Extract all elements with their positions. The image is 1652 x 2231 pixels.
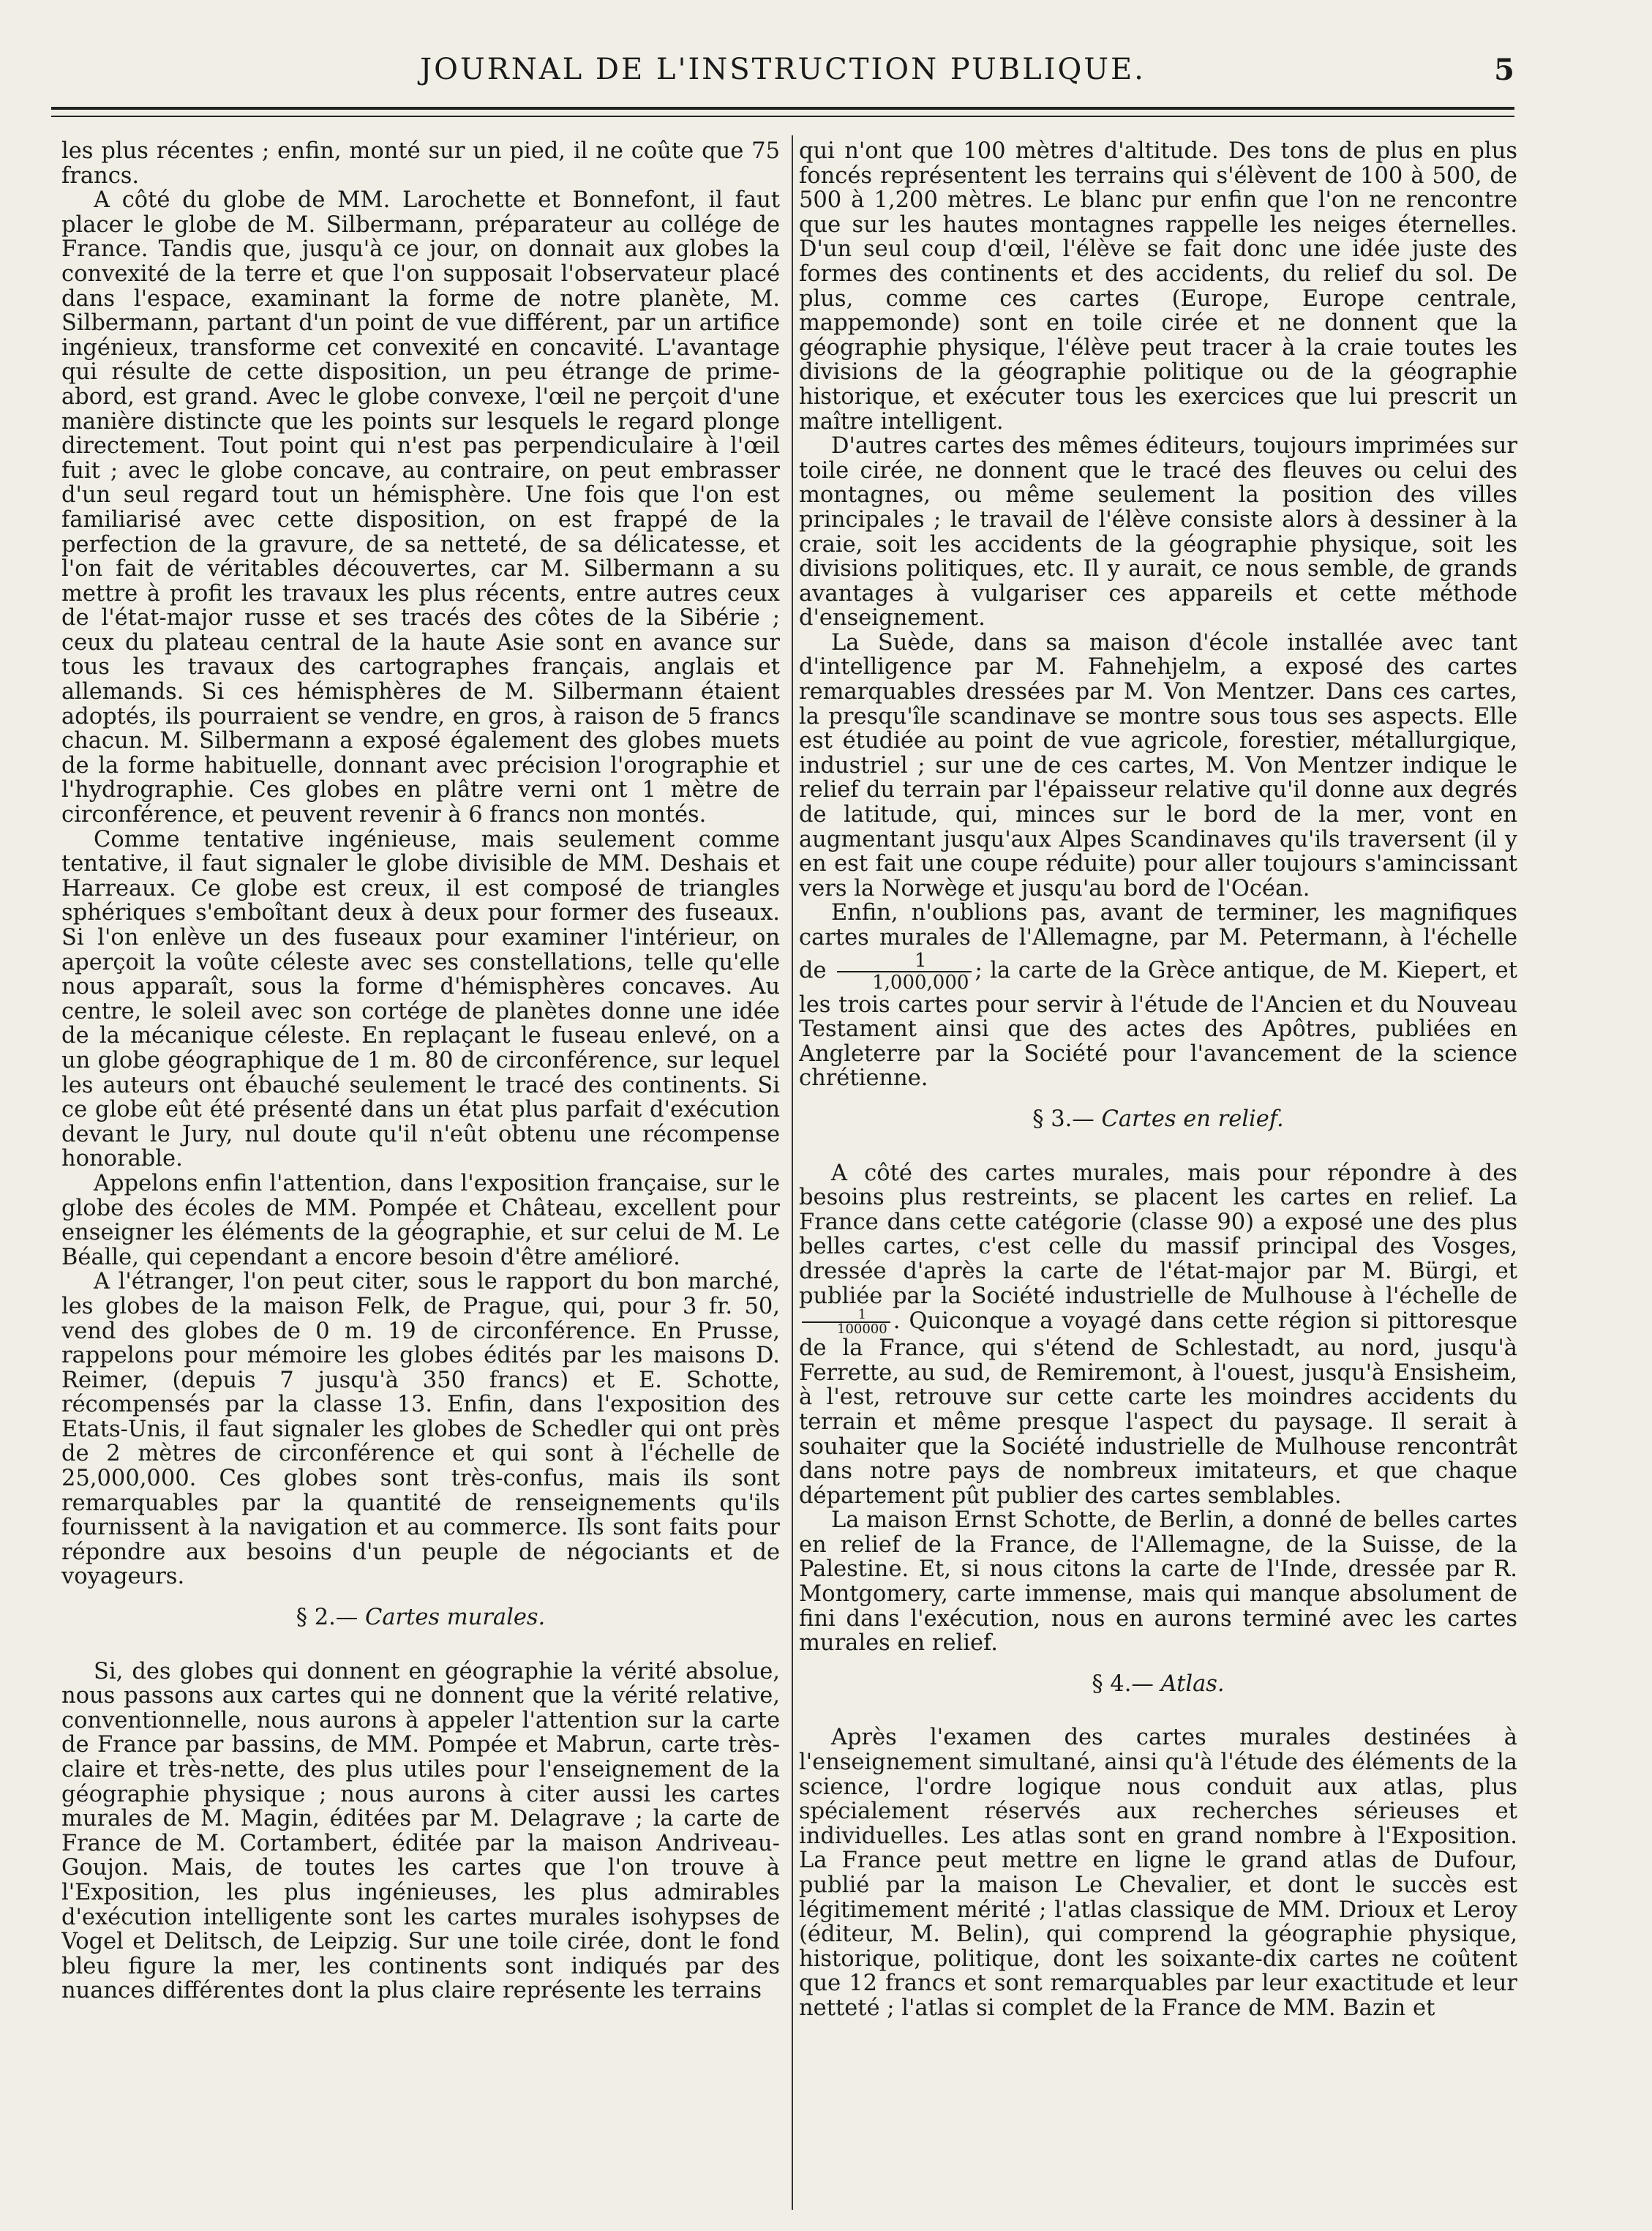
section-number: § 3.—: [1032, 1106, 1095, 1132]
paragraph-text: Enfin, n'oublions pas, avant de terminer, les magnifiques cartes murales de l'Allemagne, par M. Petermann, à l'échelle de: [799, 900, 1517, 983]
paragraph: La Suède, dans sa maison d'école installée avec tant d'intelligence par M. Fahnehjelm, a exposé des cartes remarquables dressées par M. Von Mentzer. Dans ces cartes, la presqu'île scandinave se montre sous tous ses aspects. Elle est étudiée au point de vue agricole, forestier, métallurgique, industriel ; sur une de ces cartes, M. Von Mentzer indique le relief du terrain par l'épaisseur relative qu'il donne aux degrés de latitude, qui, minces sur le bord de la mer, vont en augmentant jusqu'aux Alpes Scandinaves qu'ils traversent (il y en est fait une coupe réduite) pour aller toujours s'amincissant vers la Norwège et jusqu'au bord de l'Océan.: [799, 629, 1517, 901]
fraction-denominator: 100000: [837, 1321, 887, 1338]
section-number: § 2.—: [296, 1605, 358, 1631]
fraction-numerator: 1: [802, 1308, 890, 1323]
paragraph-text: . Quiconque a voyagé dans cette région si pittoresque de la France, qui s'étend de Schlestadt, au nord, jusqu'à Ferrette, au sud, de Remiremont, à l'ouest, jusqu'à Ensisheim, à l'est, retrouve sur cette carte les moindres accidents du terrain et même presque l'aspect du paysage. Il serait à souhaiter que la Société industrielle de Mulhouse rencontrât dans notre pays de nombreux imitateurs, et que chaque département pût publier des cartes semblables.: [799, 1308, 1517, 1509]
paragraph: A côté du globe de MM. Larochette et Bonnefont, il faut placer le globe de M. Silbermann, préparateur au collége de France. Tandis que, jusqu'à ce jour, on donnait aux globes la convexité de la terre et que l'on supposait l'observateur placé dans l'espace, examinant la forme de notre planète, M. Silbermann, partant d'un point de vue différent, par un artifice ingénieux, transforme cet convexité en concavité. L'avantage qui résulte de cette disposition, un peu étrange de prime-abord, est grand. Avec le globe convexe, l'œil ne perçoit d'une manière distincte que les points sur lesquels le regard plonge directement. Tout point qui n'est pas perpendiculaire à l'œil fuit ; avec le globe concave, au contraire, on peut embrasser d'un seul regard tout un hémisphère. Une fois que l'on est familiarisé avec cette disposition, on est frappé de la perfection de la gravure, de sa netteté, de sa délicatesse, et l'on fait de véritables découvertes, car M. Silbermann a su mettre à profit les travaux les plus récents, entre autres ceux de l'état-major russe et ses tracés des côtes de la Sibérie ; ceux du plateau central de la haute Asie sont en avance sur tous les travaux des cartographes français, anglais et allemands. Si ces hémisphères de M. Silbermann étaient adoptés, ils pourraient se vendre, en gros, à raison de 5 francs chacun. M. Silbermann a exposé également des globes muets de la forme habituelle, donnant avec précision l'orographie et l'hydrographie. Ces globes en plâtre verni ont 1 mètre de circonférence, et peuvent revenir à 6 francs non montés.: [61, 187, 780, 828]
paragraph: [799, 1161, 1517, 1509]
header-rule-thick: [51, 107, 1514, 110]
paragraph: Appelons enfin l'attention, dans l'exposition française, sur le globe des écoles de MM. Pompée et Château, excellent pour enseigner les éléments de la géographie, et sur celui de M. Le Béalle, qui cependant a encore besoin d'être amélioré.: [61, 1170, 780, 1270]
right-column: [799, 139, 1517, 2210]
section-heading-atlas: [799, 1672, 1517, 1697]
section-title: Cartes en relief.: [1101, 1106, 1284, 1132]
scale-fraction: [837, 950, 972, 993]
section-heading-cartes-murales: [61, 1605, 780, 1630]
paragraph: Si, des globes qui donnent en géographie la vérité absolue, nous passons aux cartes qui ne donnent que la vérité relative, conventionnelle, nous aurons à appeler l'attention sur la carte de France par bassins, de MM. Pompée et Mabrun, carte très-claire et très-nette, des plus utiles pour l'enseignement de la géographie physique ; nous aurons à citer aussi les cartes murales de M. Magin, éditées par M. Delagrave ; la carte de France de M. Cortambert, éditée par la maison Andriveau-Goujon. Mais, de toutes les cartes que l'on trouve à l'Exposition, les plus ingénieuses, les plus admirables d'exécution intelligente sont les cartes murales isohypses de Vogel et Delitsch, de Leipzig. Sur une toile cirée, dont le fond bleu figure la mer, les continents sont indiqués par des nuances différentes dont la plus claire représente les terrains: [61, 1658, 780, 2004]
paragraph-text: ; la carte de la Grèce antique, de M. Kiepert, et les trois cartes pour servir à l'étude de l'Ancien et du Nouveau Testament ainsi que des actes des Apôtres, publiées en Angleterre par la Société pour l'avancement de la science chrétienne.: [799, 957, 1517, 1092]
scale-fraction: [802, 1308, 890, 1336]
section-title: Cartes murales.: [365, 1605, 546, 1631]
page-number: 5: [1494, 53, 1514, 87]
column-divider: [792, 135, 793, 2210]
fraction-denominator: 1,000,000: [872, 971, 969, 994]
section-title: Atlas.: [1160, 1671, 1225, 1697]
paragraph: qui n'ont que 100 mètres d'altitude. Des tons de plus en plus foncés représentent les terrains qui s'élèvent de 100 à 500, de 500 à 1,200 mètres. Le blanc pur enfin que l'on ne rencontre que sur les hautes montagnes rappelle les neiges éternelles. D'un seul coup d'œil, l'élève se fait donc une idée juste des formes des continents et des accidents, du relief du sol. De plus, comme ces cartes (Europe, Europe centrale, mappemonde) sont en toile cirée et ne donnent que la géographie physique, l'élève peut tracer à la craie toutes les divisions de la géographie politique ou de la géographie historique, et exécuter tous les exercices que lui prescrit un maître intelligent.: [799, 139, 1517, 435]
paragraph: [799, 901, 1517, 1091]
left-column: [61, 139, 780, 2210]
paragraph: les plus récentes ; enfin, monté sur un pied, il ne coûte que 75 francs.: [61, 139, 780, 189]
journal-title: JOURNAL DE L'INSTRUCTION PUBLIQUE.: [420, 53, 1146, 86]
page-header: [51, 53, 1514, 97]
paragraph: La maison Ernst Schotte, de Berlin, a donné de belles cartes en relief de la France, de l'Allemagne, de la Suisse, de la Palestine. Et, si nous citons la carte de l'Inde, dressée par R. Montgomery, carte immense, mais qui manque absolument de fini dans l'exécution, nous en aurons terminé avec les cartes murales en relief.: [799, 1507, 1517, 1657]
fraction-numerator: 1: [837, 950, 972, 972]
header-rule-thin: [51, 116, 1514, 117]
paragraph: Après l'examen des cartes murales destinées à l'enseignement simultané, ainsi qu'à l'étude des éléments de la science, l'ordre logique nous conduit aux atlas, plus spécialement réservés aux recherches sérieuses et individuelles. Les atlas sont en grand nombre à l'Exposition. La France peut mettre en ligne le grand atlas de Dufour, publié par la maison Le Chevalier, et dont le succès est légitimement mérité ; l'atlas classique de MM. Drioux et Leroy (éditeur, M. Belin), qui comprend la géographie physique, historique, politique, dont les soixante-dix cartes ne coûtent que 12 francs et sont remarquables par leur exactitude et leur netteté ; l'atlas si complet de la France de MM. Bazin et: [799, 1725, 1517, 2021]
paragraph: D'autres cartes des mêmes éditeurs, toujours imprimées sur toile cirée, ne donnent que le tracé des fleuves ou celui des montagnes, ou même seulement la position des villes principales ; le travail de l'élève consiste alors à dessiner à la craie, soit les accidents de la géographie physique, soit les divisions politiques, etc. Il y aurait, ce nous semble, de grands avantages à vulgariser ces appareils et cette méthode d'enseignement.: [799, 433, 1517, 631]
paragraph-text: A côté des cartes murales, mais pour répondre à des besoins plus restreints, se placent les cartes en relief. La France dans cette catégorie (classe 90) a exposé une des plus belles cartes, c'est celle du massif principal des Vosges, dressée d'après la carte de l'état-major par M. Bürgi, et publiée par la Société industrielle de Mulhouse à l'échelle de: [799, 1160, 1517, 1309]
section-heading-cartes-en-relief: [799, 1107, 1517, 1132]
paragraph: Comme tentative ingénieuse, mais seulement comme tentative, il faut signaler le globe divisible de MM. Deshais et Harreaux. Ce globe est creux, il est composé de triangles sphériques s'emboîtant deux à deux pour former des fuseaux. Si l'on enlève un des fuseaux pour examiner l'intérieur, on aperçoit la voûte céleste avec ses constellations, telle qu'elle nous apparaît, sous la forme d'hémisphères concaves. Au centre, le soleil avec son cortége de planètes donne une idée de la mécanique céleste. En replaçant le fuseau enlevé, on a un globe géographique de 1 m. 80 de circonférence, sur lequel les auteurs ont ébauché seulement le tracé des continents. Si ce globe eût été présenté dans un état plus parfait d'exécution devant le Jury, nul doute qu'il n'eût obtenu une récompense honorable.: [61, 826, 780, 1172]
section-number: § 4.—: [1092, 1671, 1154, 1697]
paragraph: A l'étranger, l'on peut citer, sous le rapport du bon marché, les globes de la maison Felk, de Prague, qui, pour 3 fr. 50, vend des globes de 0 m. 19 de circonférence. En Prusse, rappelons pour mémoire les globes édités par les maisons D. Reimer, (depuis 7 jusqu'à 350 francs) et E. Schotte, récompensés par la classe 13. Enfin, dans l'exposition des Etats-Unis, il faut signaler les globes de Schedler qui ont près de 2 mètres de circonférence et qui sont à l'échelle de 25,000,000. Ces globes sont très-confus, mais ils sont remarquables par la quantité de renseignements qu'ils fournissent à la navigation et au commerce. Ils sont faits pour répondre aux besoins d'un peuple de négociants et de voyageurs.: [61, 1269, 780, 1590]
